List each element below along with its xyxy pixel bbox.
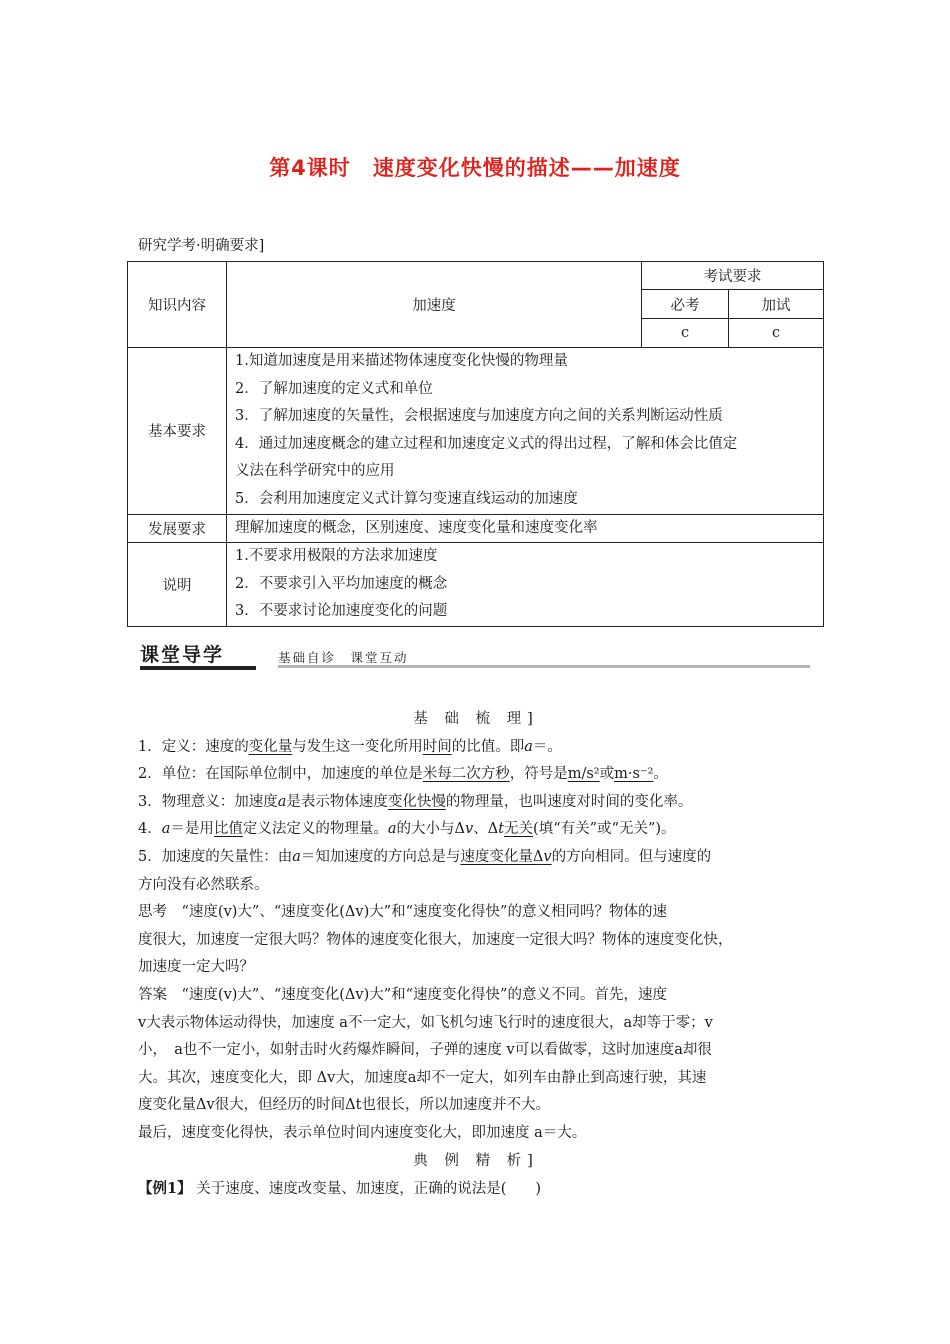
section-banner bbox=[140, 640, 810, 670]
example-text: 关于速度、速度改变量、加速度，正确的说法是( ) bbox=[196, 1181, 542, 1198]
ratio-line: 4．a＝是用比值定义法定义的物理量。a的大小与Δv、Δt无关(填“有关”或“无关”)。 bbox=[138, 821, 676, 838]
vector-line-cont: 方向没有必然联系。 bbox=[138, 876, 269, 893]
example-tag: 【例1】 bbox=[138, 1180, 192, 1198]
basic-label: 基本要求 bbox=[128, 348, 227, 515]
note-item: 3．不要求讨论加速度变化的问题 bbox=[235, 603, 448, 620]
knowledge-label: 知识内容 bbox=[128, 262, 227, 348]
vector-line: 5．加速度的矢量性：由a＝知加速度的方向总是与速度变化量Δv的方向相同。但与速度的 bbox=[138, 848, 712, 865]
extra-header: 加试 bbox=[729, 290, 824, 319]
banner-heading: 课堂导学 bbox=[140, 640, 256, 670]
basic-items bbox=[227, 348, 824, 515]
think-line: 加速度一定大吗？ bbox=[138, 959, 254, 976]
basic-item: 1.知道加速度是用来描述物体速度变化快慢的物理量 bbox=[235, 353, 568, 369]
develop-value: 理解加速度的概念，区别速度、速度变化量和速度变化率 bbox=[227, 514, 824, 543]
answer-line: v大表示物体运动得快，加速度 a不一定大，如飞机匀速飞行时的速度很大，a却等于零；v bbox=[138, 1014, 713, 1031]
examples-heading: 典 例 精 析] bbox=[413, 1152, 539, 1169]
answer-line: 度变化量Δv很大，但经历的时间Δt也很长，所以加速度并不大。 bbox=[138, 1097, 550, 1114]
definition-line: 1．定义：速度的变化量与发生这一变化所用时间的比值。即a＝。 bbox=[138, 738, 562, 755]
basics-heading: 基 础 梳 理] bbox=[413, 711, 539, 727]
note-item: 2．不要求引入平均加速度的概念 bbox=[235, 575, 448, 592]
think-line: 思考 “速度(v)大”、“速度变化(Δv)大”和“速度变化得快”的意义相同吗？物体的速 bbox=[138, 904, 667, 921]
answer-line: 小， a也不一定小，如射击时火药爆炸瞬间，子弹的速度 v可以看做零，这时加速度a却很 bbox=[138, 1042, 712, 1059]
page-title: 第4课时 速度变化快慢的描述——加速度 bbox=[269, 156, 681, 180]
note-label: 说明 bbox=[128, 543, 227, 627]
basic-item: 4．通过加速度概念的建立过程和加速度定义式的得出过程，了解和体会比值定 bbox=[235, 435, 738, 452]
banner-rule bbox=[278, 665, 810, 668]
answer-line: 最后，速度变化得快，表示单位时间内速度变化大，即加速度 a＝大。 bbox=[138, 1124, 587, 1141]
basic-item: 5．会利用加速度定义式计算匀变速直线运动的加速度 bbox=[235, 490, 578, 507]
basic-item: 2．了解加速度的定义式和单位 bbox=[235, 380, 433, 397]
knowledge-value: 加速度 bbox=[227, 262, 642, 348]
note-item: 1.不要求用极限的方法求加速度 bbox=[235, 548, 438, 565]
required-header: 必考 bbox=[642, 290, 729, 319]
basic-item: 义法在科学研究中的应用 bbox=[235, 463, 395, 480]
meaning-line: 3．物理意义：加速度a是表示物体速度变化快慢的物理量，也叫速度对时间的变化率。 bbox=[138, 793, 693, 810]
answer-line: 大。其次，速度变化大，即 Δv大，加速度a却不一定大，如列车由静止到高速行驶，其速 bbox=[138, 1069, 707, 1086]
note-items bbox=[227, 543, 824, 627]
requirements-table bbox=[127, 261, 824, 627]
exam-requirements-header: 考试要求 bbox=[642, 262, 824, 290]
unit-line: 2．单位：在国际单位制中，加速度的单位是米每二次方秒，符号是m/s²或m·s⁻²。 bbox=[138, 766, 668, 783]
think-line: 度很大，加速度一定很大吗？物体的速度变化很大，加速度一定很大吗？物体的速度变化快， bbox=[138, 931, 733, 948]
section-label: 研究学考·明确要求] bbox=[138, 238, 265, 254]
extra-level: c bbox=[729, 319, 824, 348]
lesson-body bbox=[138, 706, 814, 1204]
basic-item: 3．了解加速度的矢量性，会根据速度与加速度方向之间的关系判断运动性质 bbox=[235, 408, 723, 425]
example-1 bbox=[138, 1175, 814, 1204]
develop-label: 发展要求 bbox=[128, 514, 227, 543]
required-level: c bbox=[642, 319, 729, 348]
banner-subtitle: 基础自诊 课堂互动 bbox=[278, 650, 409, 665]
answer-line: 答案 “速度(v)大”、“速度变化(Δv)大”和“速度变化得快”的意义不同。首先，速度 bbox=[138, 986, 667, 1003]
